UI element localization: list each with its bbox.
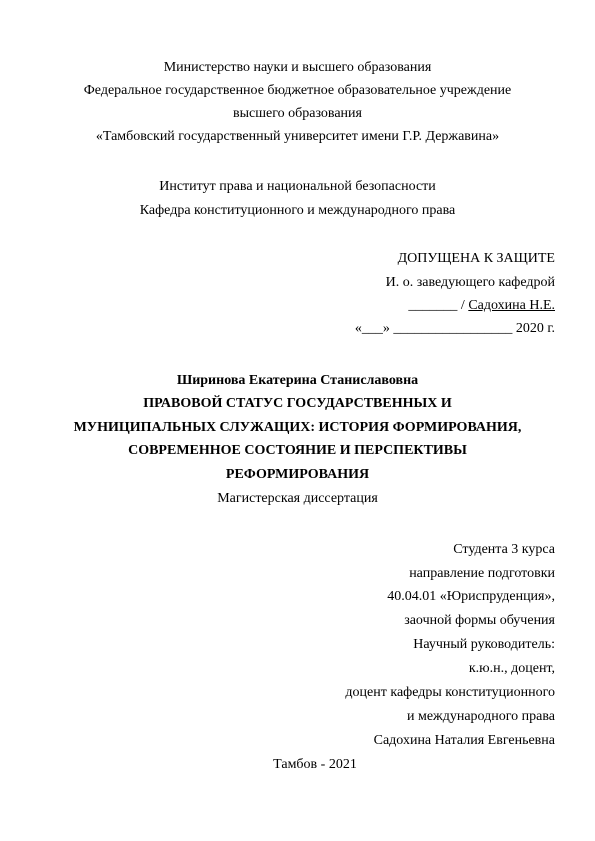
institution-type-line: Федеральное государственное бюджетное образовательное учреждение: [83, 83, 512, 98]
thesis-title-line3: СОВРЕМЕННОЕ СОСТОЯНИЕ И ПЕРСПЕКТИВЫ: [128, 443, 467, 458]
institution-level-line: высшего образования: [233, 106, 362, 121]
chair-name: Кафедра конституционного и международного права: [139, 203, 456, 218]
signature-blank: _______ /: [408, 298, 469, 313]
supervisor-name: Садохина Наталия Евгеньевна: [373, 733, 555, 748]
institute-name: Институт права и национальной безопасности: [159, 179, 436, 194]
supervisor-department: и международного права: [406, 709, 555, 724]
supervisor-degree: к.ю.н., доцент,: [468, 661, 555, 676]
approval-date-line: «___» _________________ 2020 г.: [354, 321, 555, 336]
ministry-line: Министерство науки и высшего образования: [163, 60, 432, 75]
supervisor-position: доцент кафедры конституционного: [345, 685, 555, 700]
thesis-title-line1: ПРАВОВОЙ СТАТУС ГОСУДАРСТВЕННЫХ И: [143, 396, 452, 411]
student-direction-code: 40.04.01 «Юриспруденция»,: [387, 589, 555, 604]
student-direction-label: направление подготовки: [409, 566, 555, 581]
city-year: Тамбов - 2021: [273, 757, 357, 772]
approval-title: ДОПУЩЕНА К ЗАЩИТЕ: [397, 251, 555, 266]
author-name: Ширинова Екатерина Станиславовна: [176, 373, 419, 388]
university-name: «Тамбовский государственный университет имени Г.Р. Державина»: [95, 129, 500, 144]
approval-signature-line: [408, 297, 555, 315]
approval-position: И. о. заведующего кафедрой: [385, 275, 555, 290]
student-study-form: заочной формы обучения: [404, 613, 555, 628]
student-course: Студента 3 курса: [453, 542, 555, 557]
thesis-title-line2: МУНИЦИПАЛЬНЫХ СЛУЖАЩИХ: ИСТОРИЯ ФОРМИРОВАНИЯ,: [73, 420, 522, 435]
head-name: Садохина Н.Е.: [468, 298, 555, 313]
thesis-type: Магистерская диссертация: [217, 491, 378, 506]
thesis-title-line4: РЕФОРМИРОВАНИЯ: [225, 467, 370, 482]
supervisor-label: Научный руководитель:: [413, 637, 555, 652]
